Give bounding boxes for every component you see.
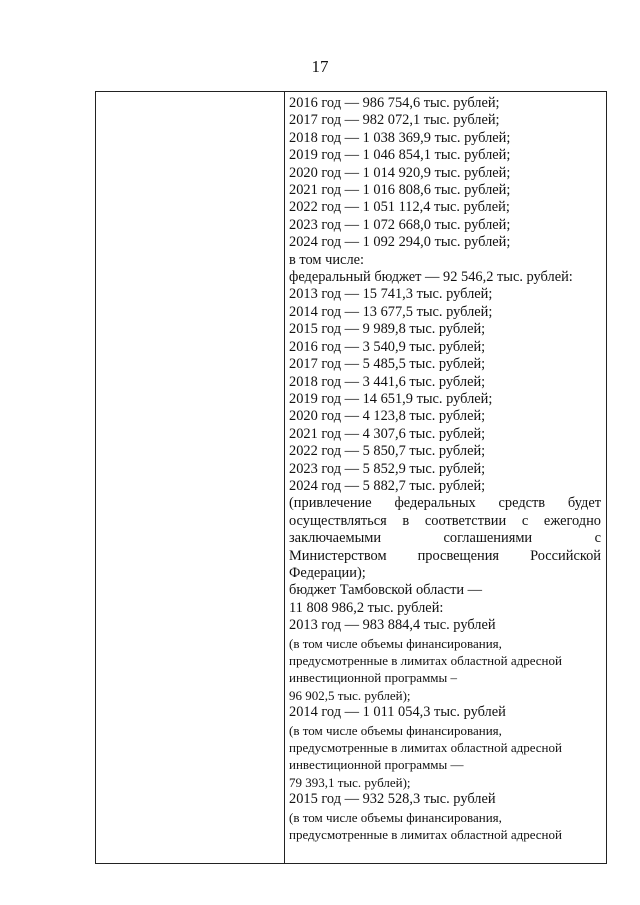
- text-line: 2024 год — 1 092 294,0 тыс. рублей;: [289, 234, 511, 251]
- text-line: 2024 год — 5 882,7 тыс. рублей;: [289, 477, 486, 494]
- funding-details-cell: [289, 95, 601, 843]
- text-line: 96 902,5 тыс. рублей);: [289, 687, 411, 703]
- text-line: 2020 год — 1 014 920,9 тыс. рублей;: [289, 164, 511, 181]
- text-line: 2017 год — 982 072,1 тыс. рублей;: [289, 112, 500, 129]
- text-line: Федерации);: [289, 564, 366, 581]
- text-line: осуществляться в соответствии с ежегодно: [289, 512, 601, 529]
- text-line: федеральный бюджет — 92 546,2 тыс. рублей:: [289, 269, 573, 286]
- text-line: 2016 год — 3 540,9 тыс. рублей;: [289, 338, 486, 355]
- text-line: 2016 год — 986 754,6 тыс. рублей;: [289, 95, 500, 111]
- text-line: 2013 год — 15 741,3 тыс. рублей;: [289, 286, 493, 303]
- column-divider: [284, 92, 285, 863]
- text-line: предусмотренные в лимитах областной адресной: [289, 827, 562, 843]
- text-line: 2018 год — 3 441,6 тыс. рублей;: [289, 373, 486, 390]
- text-line: (привлечение федеральных средств будет: [289, 495, 601, 512]
- text-line: 2014 год — 13 677,5 тыс. рублей;: [289, 303, 493, 320]
- program-table: [95, 91, 607, 864]
- text-line: 2019 год — 1 046 854,1 тыс. рублей;: [289, 147, 511, 164]
- text-line: 2023 год — 5 852,9 тыс. рублей;: [289, 460, 486, 477]
- text-line: 2021 год — 1 016 808,6 тыс. рублей;: [289, 182, 511, 199]
- text-line: 2018 год — 1 038 369,9 тыс. рублей;: [289, 129, 511, 146]
- text-line: 2013 год — 983 884,4 тыс. рублей: [289, 617, 496, 634]
- text-line: заключаемыми соглашениями с: [289, 530, 601, 547]
- page-number: 17: [311, 57, 329, 76]
- text-line: 11 808 986,2 тыс. рублей:: [289, 599, 444, 616]
- text-line: (в том числе объемы финансирования,: [289, 722, 502, 738]
- text-line: предусмотренные в лимитах областной адресной: [289, 740, 562, 756]
- text-line: (в том числе объемы финансирования,: [289, 635, 502, 651]
- text-line: в том числе:: [289, 251, 365, 268]
- text-line: Министерством просвещения Российской: [289, 547, 601, 564]
- text-line: 2015 год — 9 989,8 тыс. рублей;: [289, 321, 486, 338]
- text-line: инвестиционной программы –: [289, 670, 458, 686]
- text-line: 2014 год — 1 011 054,3 тыс. рублей: [289, 704, 506, 721]
- text-line: 2023 год — 1 072 668,0 тыс. рублей;: [289, 216, 511, 233]
- text-line: 2021 год — 4 307,6 тыс. рублей;: [289, 425, 486, 442]
- text-line: (в том числе объемы финансирования,: [289, 809, 502, 825]
- text-line: 2019 год — 14 651,9 тыс. рублей;: [289, 390, 493, 407]
- text-line: 2017 год — 5 485,5 тыс. рублей;: [289, 356, 486, 373]
- text-line: 2022 год — 5 850,7 тыс. рублей;: [289, 443, 486, 460]
- text-line: 2020 год — 4 123,8 тыс. рублей;: [289, 408, 486, 425]
- text-line: 2015 год — 932 528,3 тыс. рублей: [289, 791, 496, 808]
- text-line: предусмотренные в лимитах областной адресной: [289, 653, 562, 668]
- text-line: 2022 год — 1 051 112,4 тыс. рублей;: [289, 199, 510, 216]
- text-line: бюджет Тамбовской области —: [289, 582, 483, 599]
- text-line: 79 393,1 тыс. рублей);: [289, 774, 411, 790]
- text-line: инвестиционной программы —: [289, 757, 464, 773]
